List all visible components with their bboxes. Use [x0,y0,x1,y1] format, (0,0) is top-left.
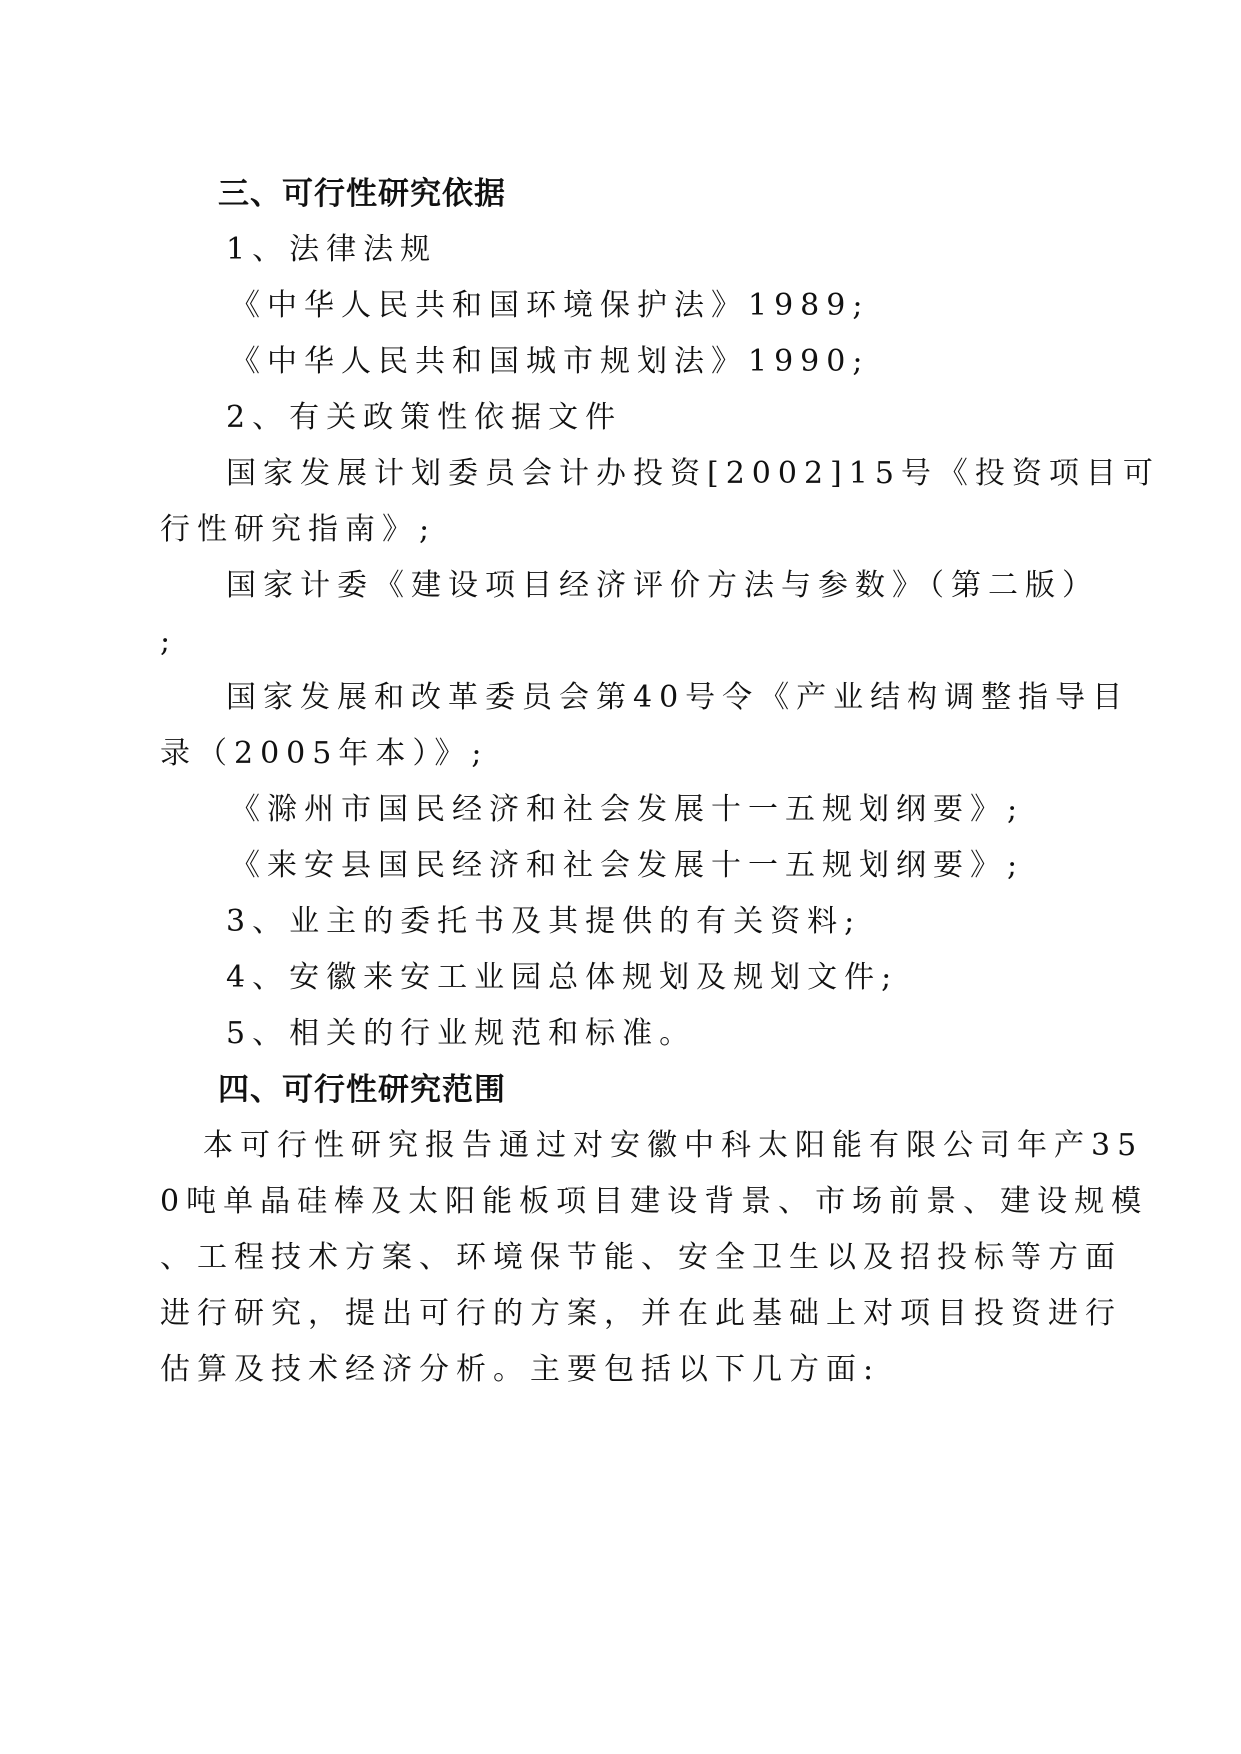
policy-industry-line-2: 录（2005年本）》; [160,736,489,771]
paragraph-line-2: 0吨单晶硅棒及太阳能板项目建设背景、市场前景、建设规模 [160,1184,1149,1219]
law-environment: 《中华人民共和国环境保护法》1989; [230,288,870,323]
subheading-policy: 2、有关政策性依据文件 [226,400,623,435]
policy-industry-line-1: 国家发展和改革委员会第40号令《产业结构调整指导目 [226,680,1130,715]
section-heading-4: 四、可行性研究范围 [218,1072,506,1108]
item-industrial-park-plan: 4、安徽来安工业园总体规划及规划文件; [226,960,899,995]
paragraph-line-5: 估算及技术经济分析。主要包括以下几方面: [160,1352,881,1387]
paragraph-line-1: 本可行性研究报告通过对安徽中科太阳能有限公司年产35 [203,1128,1144,1163]
subheading-laws: 1、法律法规 [226,232,438,267]
item-owner-materials: 3、业主的委托书及其提供的有关资料; [226,904,862,939]
paragraph-line-3: 、工程技术方案、环境保节能、安全卫生以及招投标等方面 [160,1240,1122,1275]
item-industry-standards: 5、相关的行业规范和标准。 [226,1016,697,1051]
paragraph-line-4: 进行研究，提出可行的方案，并在此基础上对项目投资进行 [160,1296,1122,1331]
law-urban-planning: 《中华人民共和国城市规划法》1990; [230,344,870,379]
policy-chuzhou-plan: 《滁州市国民经济和社会发展十一五规划纲要》; [230,792,1025,827]
policy-laian-plan: 《来安县国民经济和社会发展十一五规划纲要》; [230,848,1025,883]
policy-guide-line-2: 行性研究指南》; [160,512,437,547]
policy-guide-line-1: 国家发展计划委员会计办投资[2002]15号《投资项目可 [226,456,1160,491]
section-heading-3: 三、可行性研究依据 [218,176,506,212]
policy-evaluation-line-1: 国家计委《建设项目经济评价方法与参数》（第二版） [226,568,1099,603]
policy-evaluation-line-2: ; [160,624,178,659]
